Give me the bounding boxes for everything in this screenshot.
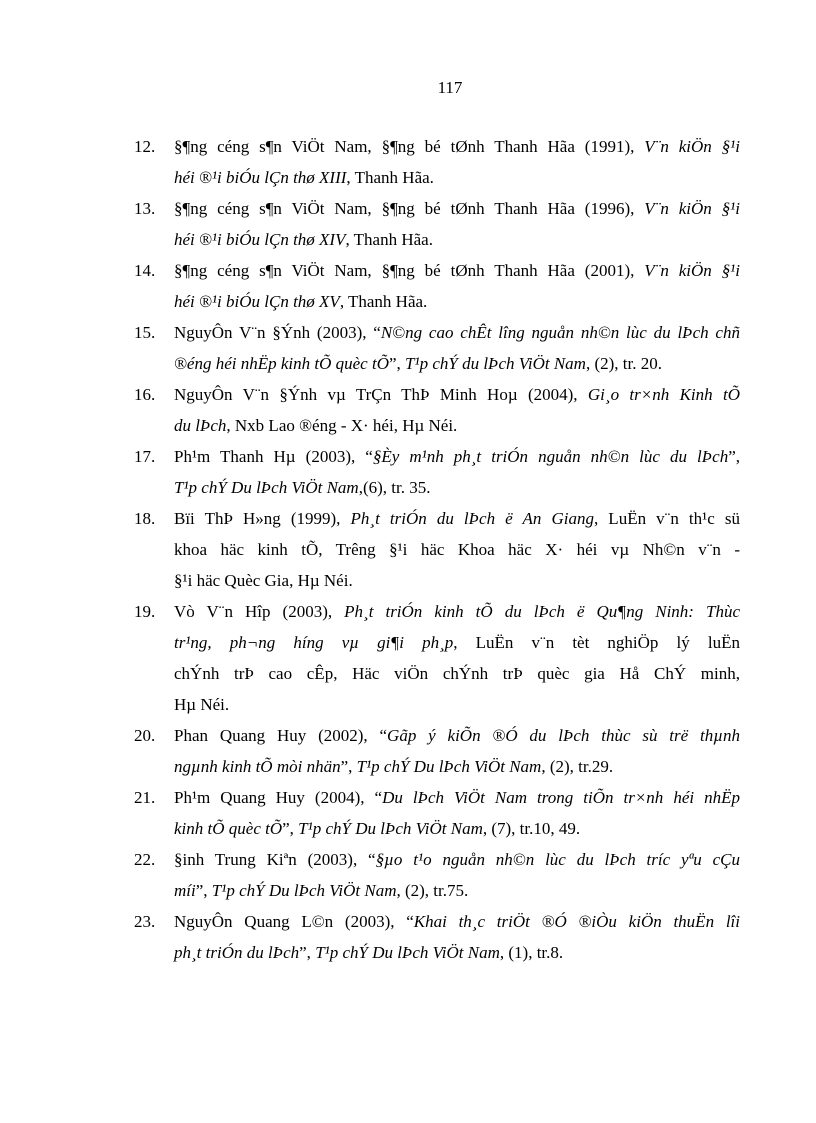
italic-title: du lÞch bbox=[174, 416, 227, 435]
italic-title: Gi¸o tr×nh Kinh tÕ bbox=[587, 385, 740, 404]
reference-line bbox=[174, 193, 740, 224]
reference-line bbox=[174, 782, 740, 813]
page-number: 117 bbox=[437, 78, 463, 97]
reference-text bbox=[174, 844, 740, 906]
reference-segment: , Thanh Hãa. bbox=[339, 292, 428, 311]
reference-text bbox=[174, 131, 740, 193]
reference-segment: , (2), tr. 20. bbox=[585, 354, 662, 373]
reference-segment: ”, bbox=[340, 757, 357, 776]
reference-segment: , Thanh Hãa. bbox=[346, 168, 434, 187]
reference-entry bbox=[134, 379, 740, 441]
italic-title: T¹p chÝ Du lÞch ViÖt Nam bbox=[174, 478, 359, 497]
reference-list bbox=[134, 131, 740, 968]
reference-number: 13. bbox=[134, 199, 156, 218]
reference-segment: NguyÔn V¨n §Ýnh vµ TrÇn ThÞ Minh Hoµ (2004), bbox=[174, 385, 588, 404]
reference-segment: ”, bbox=[299, 943, 316, 962]
italic-title: V¨n kiÖn §¹i bbox=[644, 137, 740, 156]
italic-title: héi ®¹i biÓu lÇn thø XV bbox=[174, 292, 340, 311]
reference-line bbox=[174, 813, 740, 844]
italic-title: héi ®¹i biÓu lÇn thø XIV bbox=[174, 230, 346, 249]
reference-segment: NguyÔn Quang L©n (2003), “ bbox=[174, 912, 414, 931]
reference-text bbox=[174, 193, 740, 255]
italic-title: §µo t¹o nguån nh©n lùc du lÞch tríc yªu cÇu bbox=[375, 850, 741, 869]
reference-number: 21. bbox=[134, 788, 156, 807]
reference-entry bbox=[134, 131, 740, 193]
italic-title: ®éng héi nhËp kinh tÕ quèc tÕ bbox=[174, 354, 389, 373]
italic-title: tr¹ng, ph¬ng híng vµ gi¶i ph¸p bbox=[174, 633, 454, 652]
reference-segment: , (7), tr.10, 49. bbox=[482, 819, 581, 838]
reference-segment: ”, bbox=[195, 881, 212, 900]
reference-number: 16. bbox=[134, 385, 156, 404]
reference-segment: , LuËn v¨n th¹c sü bbox=[593, 509, 740, 528]
reference-line bbox=[174, 503, 740, 534]
reference-line bbox=[174, 596, 740, 627]
italic-title: N©ng cao chÊt lîng nguån nh©n lùc du lÞch chñ bbox=[380, 323, 740, 342]
reference-text bbox=[174, 379, 740, 441]
reference-line bbox=[174, 751, 740, 782]
reference-number: 15. bbox=[134, 323, 156, 342]
reference-segment: §inh Trung Kiªn (2003), “ bbox=[174, 850, 376, 869]
reference-number: 12. bbox=[134, 137, 156, 156]
reference-line bbox=[174, 441, 740, 472]
reference-segment: khoa häc kinh tÕ, Trêng §¹i häc Khoa häc X· héi vµ Nh©n v¨n - bbox=[174, 540, 740, 559]
reference-line bbox=[174, 410, 740, 441]
reference-segment: Phan Quang Huy (2002), “ bbox=[174, 726, 388, 745]
reference-entry bbox=[134, 844, 740, 906]
italic-title: kinh tÕ quèc tÕ bbox=[174, 819, 283, 838]
reference-line bbox=[174, 565, 740, 596]
reference-segment: ”, bbox=[388, 354, 406, 373]
reference-entry bbox=[134, 317, 740, 379]
italic-title: Gãp ý kiÕn ®Ó du lÞch thùc sù trë thµnh bbox=[387, 726, 741, 745]
italic-title: Du lÞch ViÖt Nam trong tiÕn tr×nh héi nhËp bbox=[382, 788, 740, 807]
italic-title: V¨n kiÖn §¹i bbox=[644, 199, 740, 218]
italic-title: T¹p chÝ du lÞch ViÖt Nam bbox=[405, 354, 586, 373]
reference-segment: Ph¹m Thanh Hµ (2003), “ bbox=[174, 447, 373, 466]
reference-entry bbox=[134, 255, 740, 317]
reference-entry bbox=[134, 441, 740, 503]
reference-segment: , Thanh Hãa. bbox=[345, 230, 433, 249]
reference-segment: ”, bbox=[282, 819, 299, 838]
reference-line bbox=[174, 317, 740, 348]
italic-title: ph¸t triÓn du lÞch bbox=[174, 943, 300, 962]
reference-number: 22. bbox=[134, 850, 156, 869]
italic-title: §Èy m¹nh ph¸t triÓn nguån nh©n lùc du lÞch bbox=[372, 447, 729, 466]
reference-segment: , Nxb Lao ®éng - X· héi, Hµ Néi. bbox=[226, 416, 458, 435]
italic-title: Khai th¸c triÖt ®Ó ®iÒu kiÖn thuËn lîi bbox=[413, 912, 740, 931]
reference-number: 23. bbox=[134, 912, 156, 931]
reference-line bbox=[174, 224, 740, 255]
italic-title: Ph¸t triÓn du lÞch ë An Giang bbox=[350, 509, 594, 528]
reference-segment: ”, bbox=[728, 447, 740, 466]
reference-segment: , (1), tr.8. bbox=[499, 943, 564, 962]
reference-segment: Vò V¨n Hîp (2003), bbox=[174, 602, 345, 621]
reference-text bbox=[174, 503, 740, 596]
reference-text bbox=[174, 441, 740, 503]
italic-title: T¹p chÝ Du lÞch ViÖt Nam bbox=[315, 943, 500, 962]
reference-line bbox=[174, 720, 740, 751]
reference-text bbox=[174, 255, 740, 317]
reference-line bbox=[174, 286, 740, 317]
reference-segment: , (2), tr.75. bbox=[396, 881, 469, 900]
reference-segment: §¹i häc Quèc Gia, Hµ Néi. bbox=[174, 571, 353, 590]
reference-entry bbox=[134, 720, 740, 782]
reference-segment: chÝnh trÞ cao cÊp, Häc viÖn chÝnh trÞ quèc gia Hå ChÝ minh, bbox=[174, 664, 740, 683]
reference-line bbox=[174, 131, 740, 162]
italic-title: V¨n kiÖn §¹i bbox=[644, 261, 740, 280]
reference-line bbox=[174, 162, 740, 193]
reference-line bbox=[174, 255, 740, 286]
reference-line bbox=[174, 875, 740, 906]
reference-segment: Ph¹m Quang Huy (2004), “ bbox=[174, 788, 383, 807]
reference-entry bbox=[134, 596, 740, 720]
reference-line bbox=[174, 379, 740, 410]
reference-segment: §¶ng céng s¶n ViÖt Nam, §¶ng bé tØnh Thanh Hãa (1991), bbox=[174, 137, 645, 156]
reference-line bbox=[174, 472, 740, 503]
reference-text bbox=[174, 906, 740, 968]
reference-segment: Bïi ThÞ H»ng (1999), bbox=[174, 509, 351, 528]
reference-line bbox=[174, 689, 740, 720]
reference-segment: , (2), tr.29. bbox=[541, 757, 614, 776]
italic-title: T¹p chÝ Du lÞch ViÖt Nam bbox=[356, 757, 542, 776]
italic-title: T¹p chÝ Du lÞch ViÖt Nam bbox=[211, 881, 397, 900]
italic-title: héi ®¹i biÓu lÇn thø XIII bbox=[174, 168, 347, 187]
reference-number: 14. bbox=[134, 261, 156, 280]
reference-line bbox=[174, 627, 740, 658]
reference-text bbox=[174, 596, 740, 720]
reference-text bbox=[174, 317, 740, 379]
italic-title: Ph¸t triÓn kinh tÕ du lÞch ë Qu¶ng Ninh: Thùc bbox=[344, 602, 740, 621]
italic-title: ngµnh kinh tÕ mòi nhän bbox=[174, 757, 341, 776]
reference-line bbox=[174, 658, 740, 689]
reference-line bbox=[174, 534, 740, 565]
reference-segment: §¶ng céng s¶n ViÖt Nam, §¶ng bé tØnh Thanh Hãa (1996), bbox=[174, 199, 645, 218]
reference-line bbox=[174, 348, 740, 379]
reference-segment: Hµ Néi. bbox=[174, 695, 230, 714]
reference-number: 20. bbox=[134, 726, 156, 745]
reference-entry bbox=[134, 193, 740, 255]
reference-number: 17. bbox=[134, 447, 156, 466]
reference-segment: §¶ng céng s¶n ViÖt Nam, §¶ng bé tØnh Thanh Hãa (2001), bbox=[174, 261, 645, 280]
reference-number: 19. bbox=[134, 602, 156, 621]
reference-entry bbox=[134, 503, 740, 596]
italic-title: T¹p chÝ Du lÞch ViÖt Nam bbox=[298, 819, 483, 838]
reference-number: 18. bbox=[134, 509, 156, 528]
reference-line bbox=[174, 906, 740, 937]
reference-line bbox=[174, 937, 740, 968]
reference-text bbox=[174, 782, 740, 844]
italic-title: míi bbox=[174, 881, 196, 900]
reference-entry bbox=[134, 782, 740, 844]
reference-line bbox=[174, 844, 740, 875]
reference-segment: , LuËn v¨n tèt nghiÖp lý luËn bbox=[453, 633, 740, 652]
reference-entry bbox=[134, 906, 740, 968]
reference-segment: ,(6), tr. 35. bbox=[358, 478, 431, 497]
reference-text bbox=[174, 720, 740, 782]
reference-segment: NguyÔn V¨n §Ýnh (2003), “ bbox=[174, 323, 381, 342]
